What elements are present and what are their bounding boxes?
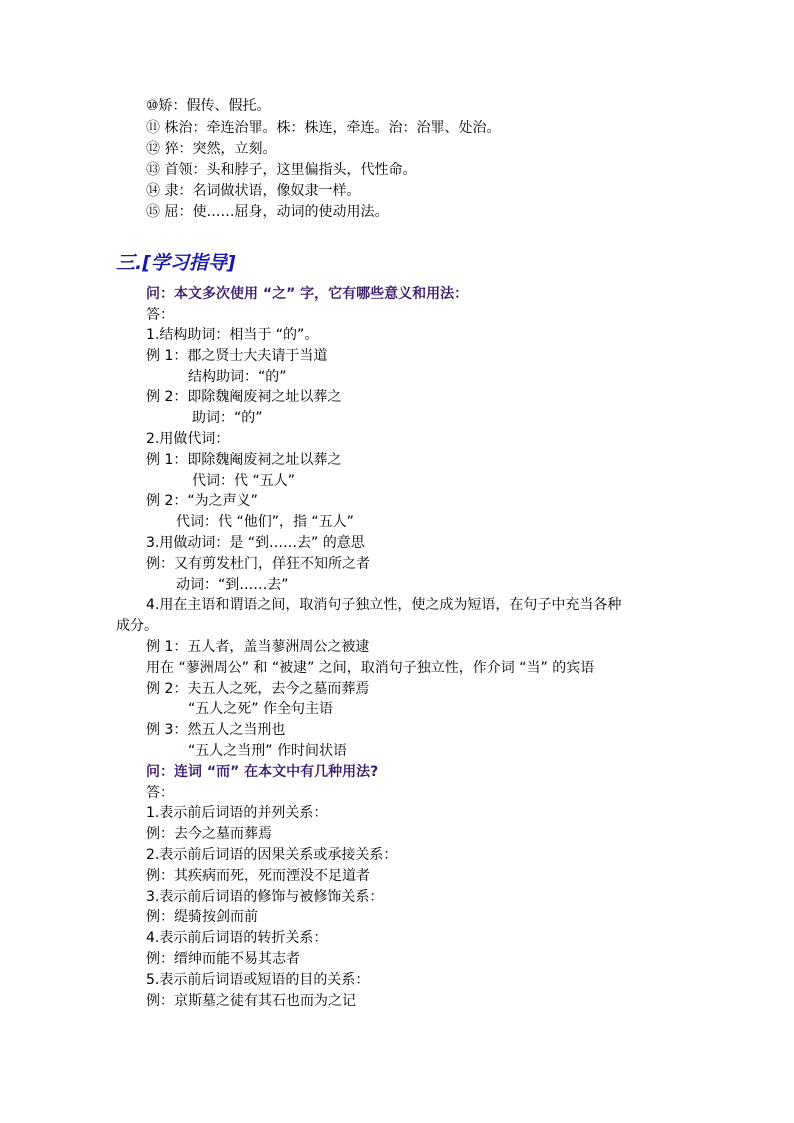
er-example: 例：京斯墓之徒有其石也而为之记 — [146, 993, 356, 1009]
zhi-example: 例 2：即除魏阉废祠之址以葬之 — [146, 389, 342, 405]
zhi-explanation: “五人之当刑” 作时间状语 — [188, 743, 347, 759]
note-15: ⑮ 屈：使……屈身，动词的使动用法。 — [146, 204, 389, 220]
zhi-explanation: 结构助词：“的” — [188, 369, 287, 385]
zhi-example: 例 2：“为之声义” — [146, 493, 258, 509]
question-er: 问：连词 “而” 在本文中有几种用法? — [146, 764, 379, 780]
er-example: 例：去今之墓而葬焉 — [146, 826, 272, 842]
note-14: ⑭ 隶：名词做状语，像奴隶一样。 — [146, 183, 361, 199]
zhi-usage-2: 2.用做代词： — [146, 431, 230, 447]
er-usage-5: 5.表示前后词语或短语的目的关系： — [146, 972, 370, 988]
note-12: ⑫ 猝：突然，立刻。 — [146, 141, 277, 157]
zhi-explanation: 用在 “蓼洲周公” 和 “被逮” 之间，取消句子独立性，作介词 “当” 的宾语 — [146, 660, 595, 676]
er-example: 例：其疾病而死，死而湮没不足道者 — [146, 868, 370, 884]
er-usage-1: 1.表示前后词语的并列关系： — [146, 805, 328, 821]
zhi-example: 例：又有剪发杜门，佯狂不知所之者 — [146, 556, 370, 572]
zhi-example: 例 3：然五人之当刑也 — [146, 722, 286, 738]
question-zhi: 问：本文多次使用 “之” 字，它有哪些意义和用法： — [146, 286, 469, 302]
zhi-usage-4: 4.用在主语和谓语之间，取消句子独立性，使之成为短语，在句子中充当各种 — [146, 597, 622, 613]
er-example: 例：缙绅而能不易其志者 — [146, 951, 300, 967]
zhi-usage-4-cont: 成分。 — [116, 618, 158, 634]
zhi-example: 例 1：郡之贤士大夫请于当道 — [146, 348, 328, 364]
zhi-explanation: 代词：代 “他们”，指 “五人” — [176, 514, 354, 530]
zhi-explanation: 助词：“的” — [192, 410, 263, 426]
zhi-explanation: 动词：“到……去” — [176, 577, 289, 593]
zhi-example: 例 1：五人者，盖当蓼洲周公之被逮 — [146, 639, 370, 655]
answer-label: 答： — [146, 307, 174, 323]
er-usage-4: 4.表示前后词语的转折关系： — [146, 930, 328, 946]
section-heading: 三.[学习指导] — [116, 252, 236, 274]
zhi-explanation: “五人之死” 作全句主语 — [188, 701, 333, 717]
zhi-example: 例 1：即除魏阉废祠之址以葬之 — [146, 452, 342, 468]
note-13: ⑬ 首领：头和脖子，这里偏指头，代性命。 — [146, 162, 417, 178]
note-11: ⑪ 株治：牵连治罪。株：株连，牵连。治：治罪、处治。 — [146, 120, 501, 136]
zhi-example: 例 2：夫五人之死，去今之墓而葬焉 — [146, 681, 370, 697]
zhi-usage-1: 1.结构助词：相当于 “的”。 — [146, 327, 319, 343]
note-10: ⑩矫：假传、假托。 — [146, 98, 271, 114]
answer-label: 答： — [146, 785, 174, 801]
er-usage-2: 2.表示前后词语的因果关系或承接关系： — [146, 847, 398, 863]
zhi-explanation: 代词：代 “五人” — [192, 473, 295, 489]
er-example: 例：缇骑按剑而前 — [146, 909, 258, 925]
zhi-usage-3: 3.用做动词：是 “到……去” 的意思 — [146, 535, 365, 551]
er-usage-3: 3.表示前后词语的修饰与被修饰关系： — [146, 889, 384, 905]
